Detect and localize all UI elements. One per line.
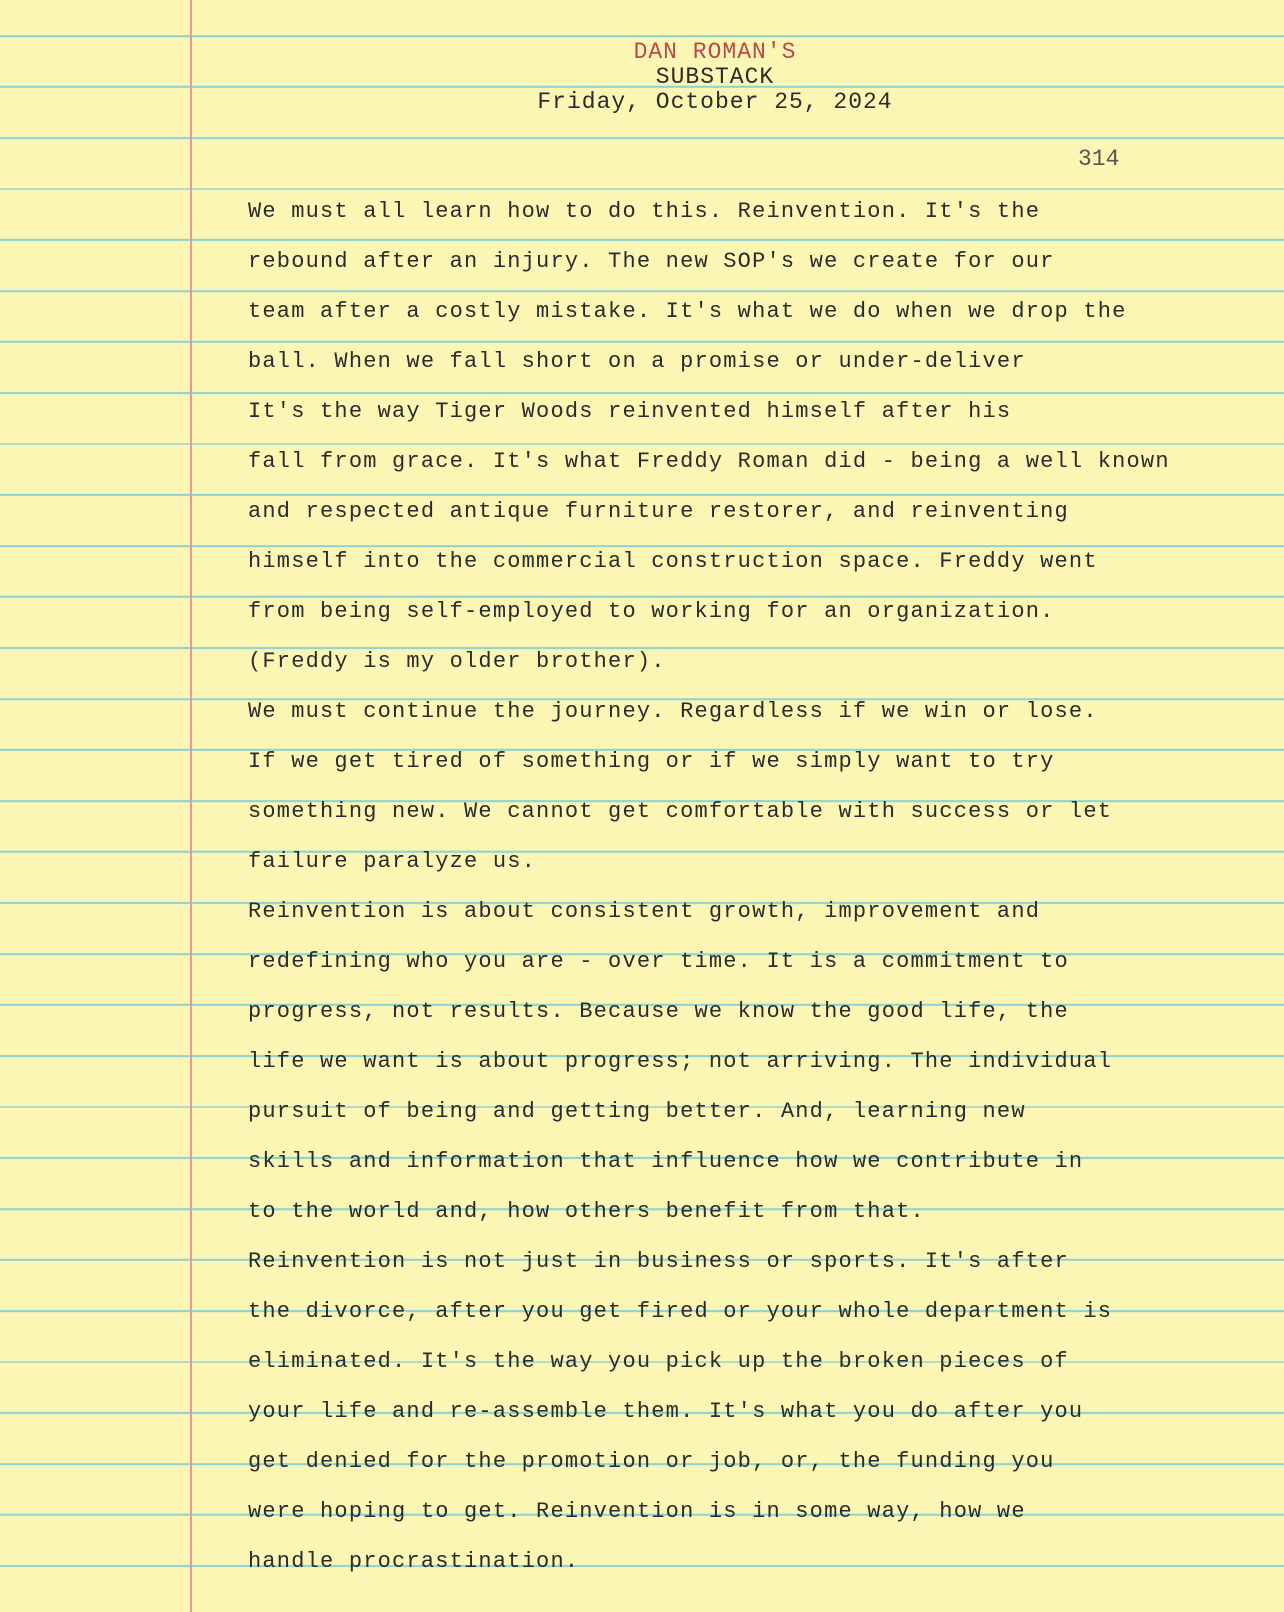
text-line: and respected antique furniture restorer, and reinventing — [248, 499, 1069, 524]
text-line: handle procrastination. — [248, 1549, 580, 1574]
text-line: (Freddy is my older brother). — [248, 649, 666, 674]
header-date: Friday, October 25, 2024 — [537, 89, 893, 115]
text-line: ball. When we fall short on a promise or under-deliver — [248, 349, 1026, 374]
text-line: himself into the commercial construction space. Freddy went — [248, 549, 1098, 574]
text-line: the divorce, after you get fired or your whole department is — [248, 1299, 1113, 1324]
text-line: skills and information that influence how we contribute in — [248, 1149, 1084, 1174]
text-line: your life and re-assemble them. It's what you do after you — [248, 1399, 1084, 1424]
text-line: rebound after an injury. The new SOP's we create for our — [248, 249, 1055, 274]
text-line: team after a costly mistake. It's what we do when we drop the — [248, 299, 1127, 324]
typed-text-body — [248, 194, 1248, 1594]
text-line: If we get tired of something or if we simply want to try — [248, 749, 1055, 774]
header-author: DAN ROMAN'S — [633, 39, 797, 65]
margin-line — [190, 0, 192, 1612]
header-publication: SUBSTACK — [655, 64, 775, 90]
text-line: Reinvention is about consistent growth, improvement and — [248, 899, 1041, 924]
text-line: from being self-employed to working for an organization. — [248, 599, 1055, 624]
text-line: Reinvention is not just in business or sports. It's after — [248, 1249, 1069, 1274]
text-line: eliminated. It's the way you pick up the broken pieces of — [248, 1349, 1069, 1374]
text-line: pursuit of being and getting better. And, learning new — [248, 1099, 1026, 1124]
text-line: life we want is about progress; not arriving. The individual — [248, 1049, 1113, 1074]
page-header — [0, 40, 1284, 115]
text-line: It's the way Tiger Woods reinvented himself after his — [248, 399, 1012, 424]
text-line: progress, not results. Because we know the good life, the — [248, 999, 1069, 1024]
text-line: something new. We cannot get comfortable with success or let — [248, 799, 1113, 824]
text-line: We must continue the journey. Regardless if we win or lose. — [248, 699, 1098, 724]
text-line: get denied for the promotion or job, or, the funding you — [248, 1449, 1055, 1474]
page-number: 314 — [1078, 146, 1120, 172]
text-line: to the world and, how others benefit from that. — [248, 1199, 925, 1224]
text-line: fall from grace. It's what Freddy Roman did - being a well known — [248, 449, 1170, 474]
text-line: were hoping to get. Reinvention is in some way, how we — [248, 1499, 1026, 1524]
text-line: failure paralyze us. — [248, 849, 537, 874]
text-line: redefining who you are - over time. It is a commitment to — [248, 949, 1069, 974]
text-line: We must all learn how to do this. Reinvention. It's the — [248, 199, 1041, 224]
